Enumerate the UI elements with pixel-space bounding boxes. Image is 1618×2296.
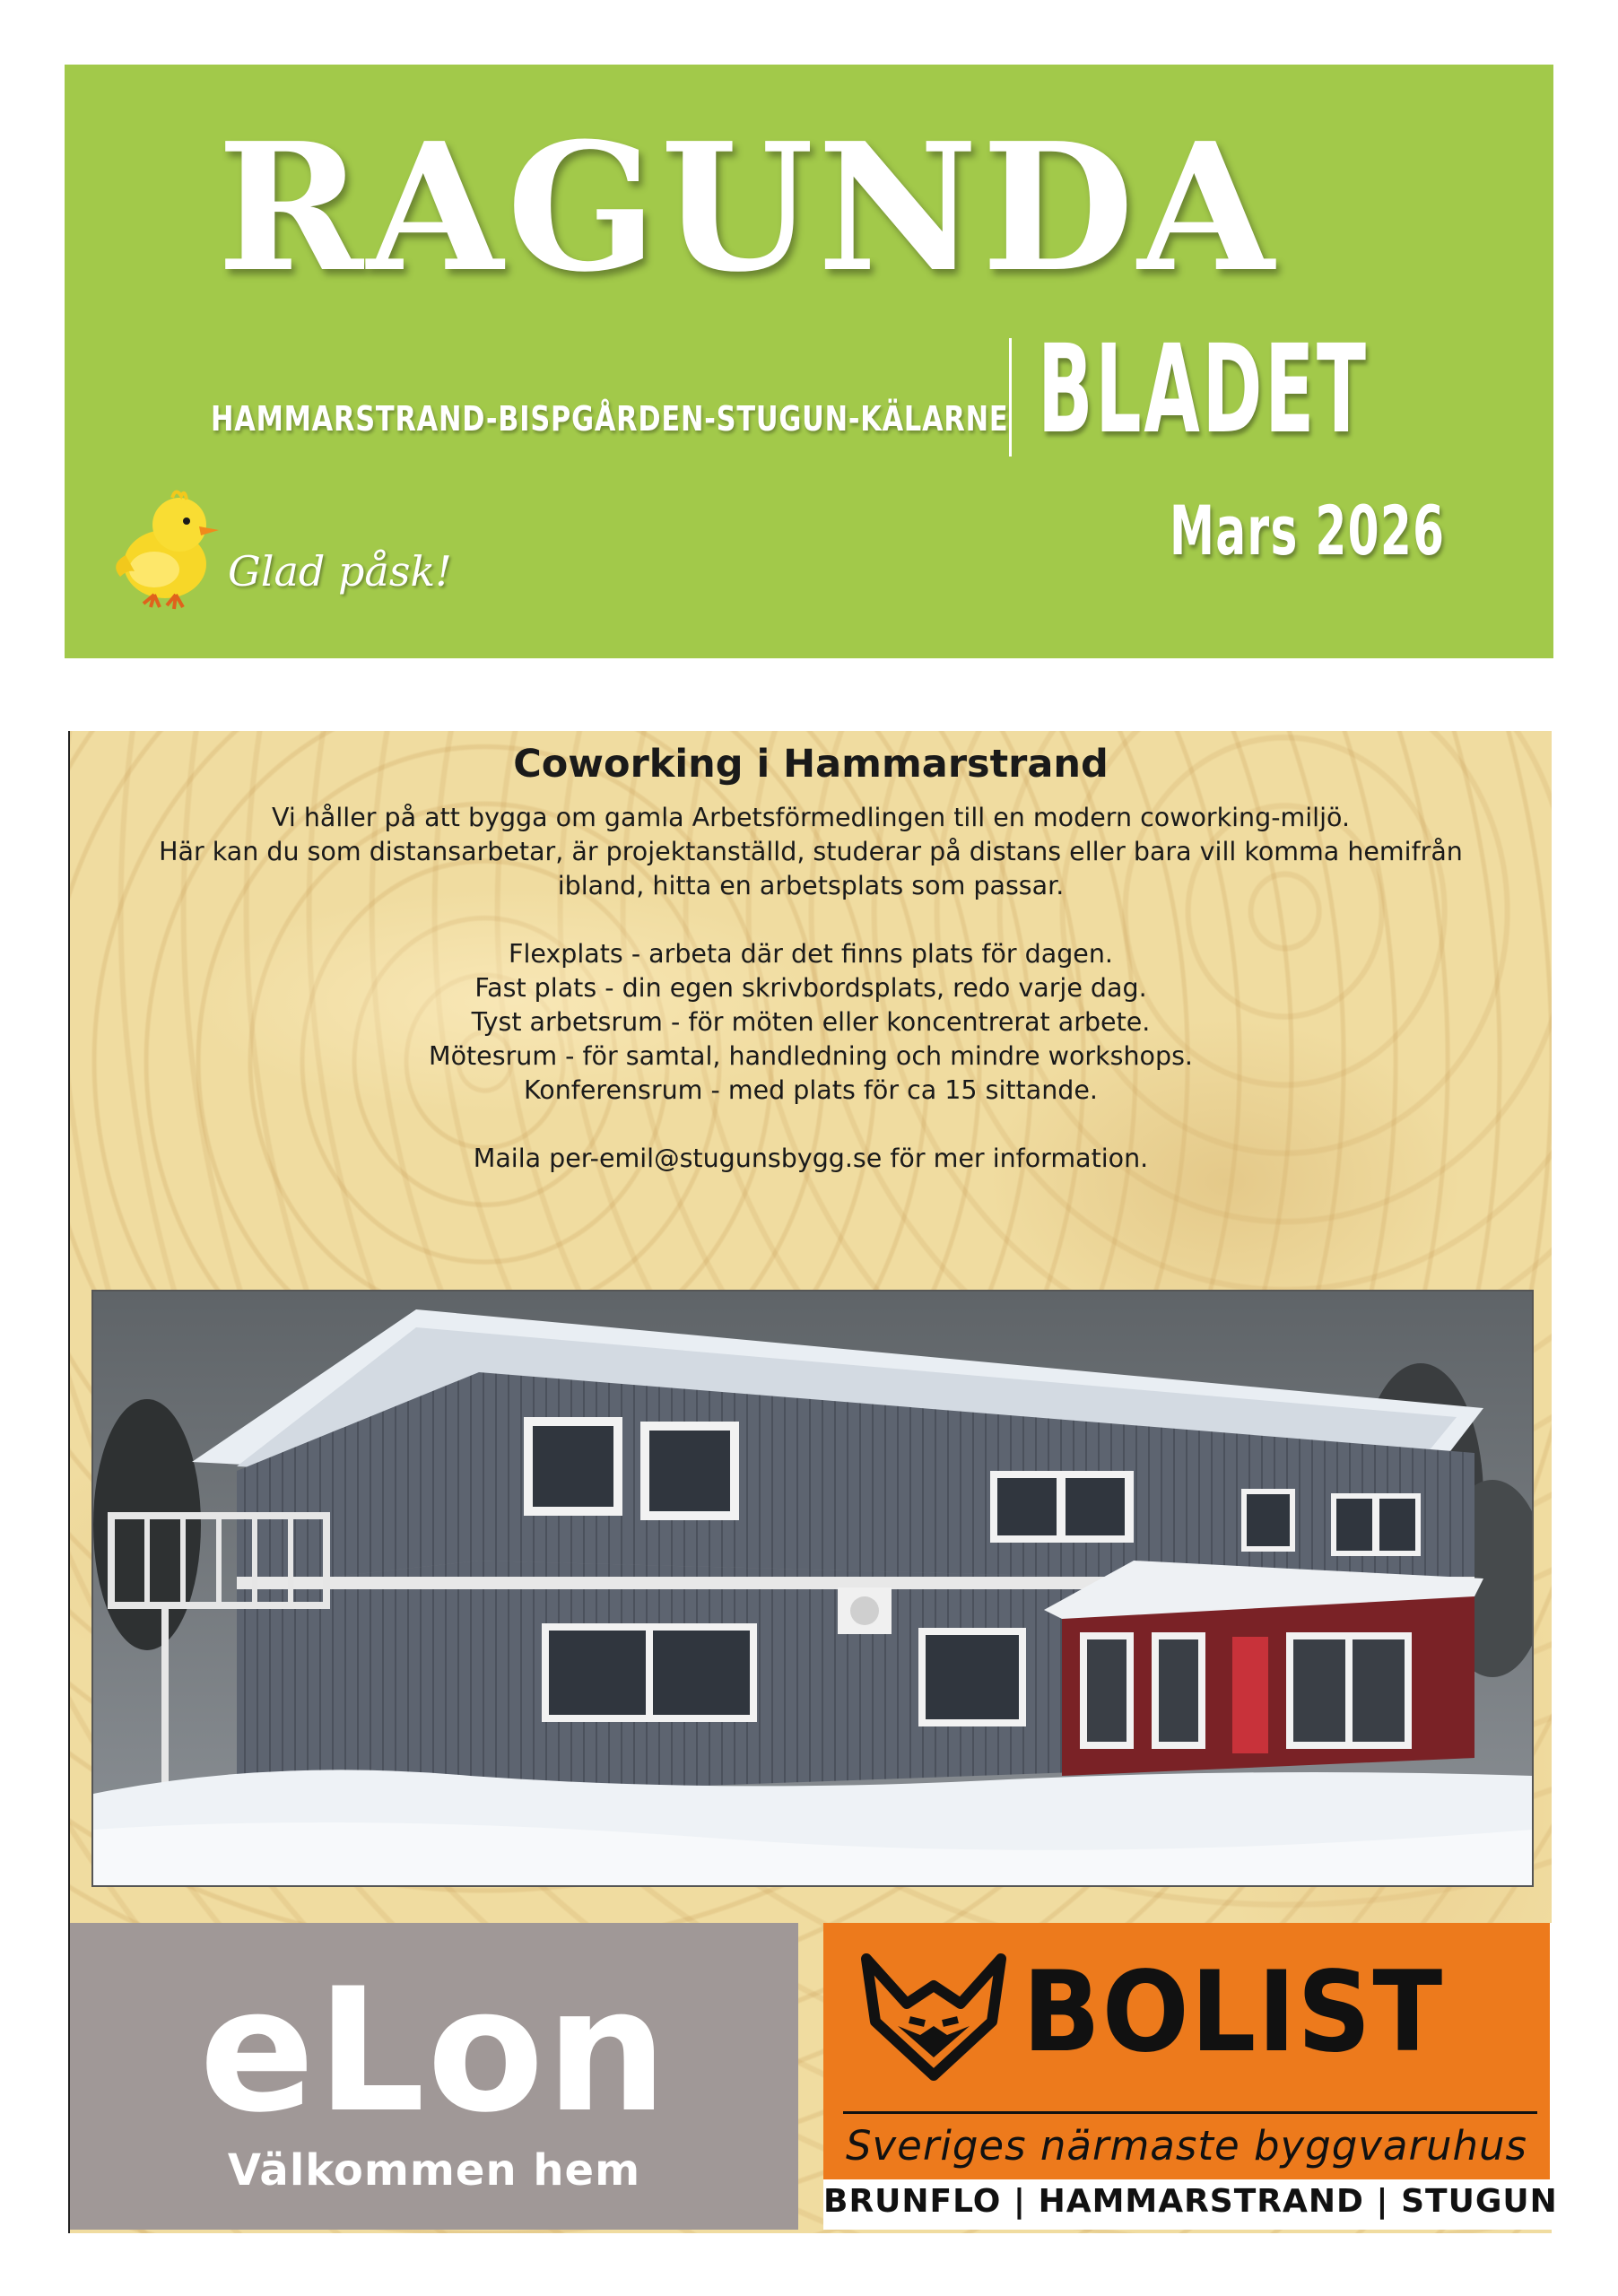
contact-info: Maila per-emil@stugunsbygg.se för mer information.	[473, 1144, 1149, 1173]
bolist-banner	[823, 1923, 1550, 2179]
newspaper-subtitle: HAMMARSTRAND-BISPGÅRDEN-STUGUN-KÄLARNE	[211, 399, 1009, 439]
workspace-option: Konferensrum - med plats för ca 15 sittande.	[524, 1075, 1098, 1105]
issue-date: Mars 2026	[1170, 491, 1446, 570]
bolist-divider	[843, 2111, 1537, 2114]
workspace-option: Flexplats - arbeta där det finns plats för dagen.	[509, 939, 1113, 969]
fox-icon	[857, 1941, 1010, 2084]
building-illustration	[93, 1292, 1532, 1885]
workspace-option: Tyst arbetsrum - för möten eller koncentrerat arbete.	[471, 1007, 1151, 1037]
article-body	[70, 801, 1552, 1176]
elon-tagline: Välkommen hem	[227, 2145, 641, 2196]
bolist-slogan: Sveriges närmaste byggvaruhus	[845, 2122, 1527, 2170]
workspace-option: Fast plats - din egen skrivbordsplats, redo varje dag.	[474, 973, 1147, 1003]
bolist-logo: BOLIST	[1022, 1948, 1445, 2077]
article-intro-line: Här kan du som distansarbetar, är projektanställd, studerar på distans eller bara vill komma hemifrån	[159, 837, 1463, 866]
article-title: Coworking i Hammarstrand	[513, 742, 1109, 787]
workspace-option: Mötesrum - för samtal, handledning och mindre workshops.	[428, 1041, 1193, 1071]
coworking-article	[68, 731, 1558, 2233]
bolist-locations: BRUNFLO | HAMMARSTRAND | STUGUN	[823, 2183, 1558, 2220]
title-divider	[1009, 338, 1012, 457]
masthead	[65, 65, 1553, 658]
newspaper-title: RAGUNDA	[217, 105, 1278, 311]
easter-greeting: Glad påsk!	[228, 547, 452, 596]
building-photo	[91, 1290, 1534, 1887]
elon-ad	[70, 1923, 798, 2230]
article-intro-line: ibland, hitta en arbetsplats som passar.	[557, 871, 1065, 900]
newspaper-bladet: BLADET	[1038, 319, 1369, 461]
bolist-ad	[823, 1923, 1558, 2230]
article-intro-line: Vi håller på att bygga om gamla Arbetsförmedlingen till en modern coworking-miljö.	[271, 803, 1351, 832]
elon-logo: eLon	[199, 1952, 669, 2150]
easter-chick-icon	[100, 482, 226, 616]
